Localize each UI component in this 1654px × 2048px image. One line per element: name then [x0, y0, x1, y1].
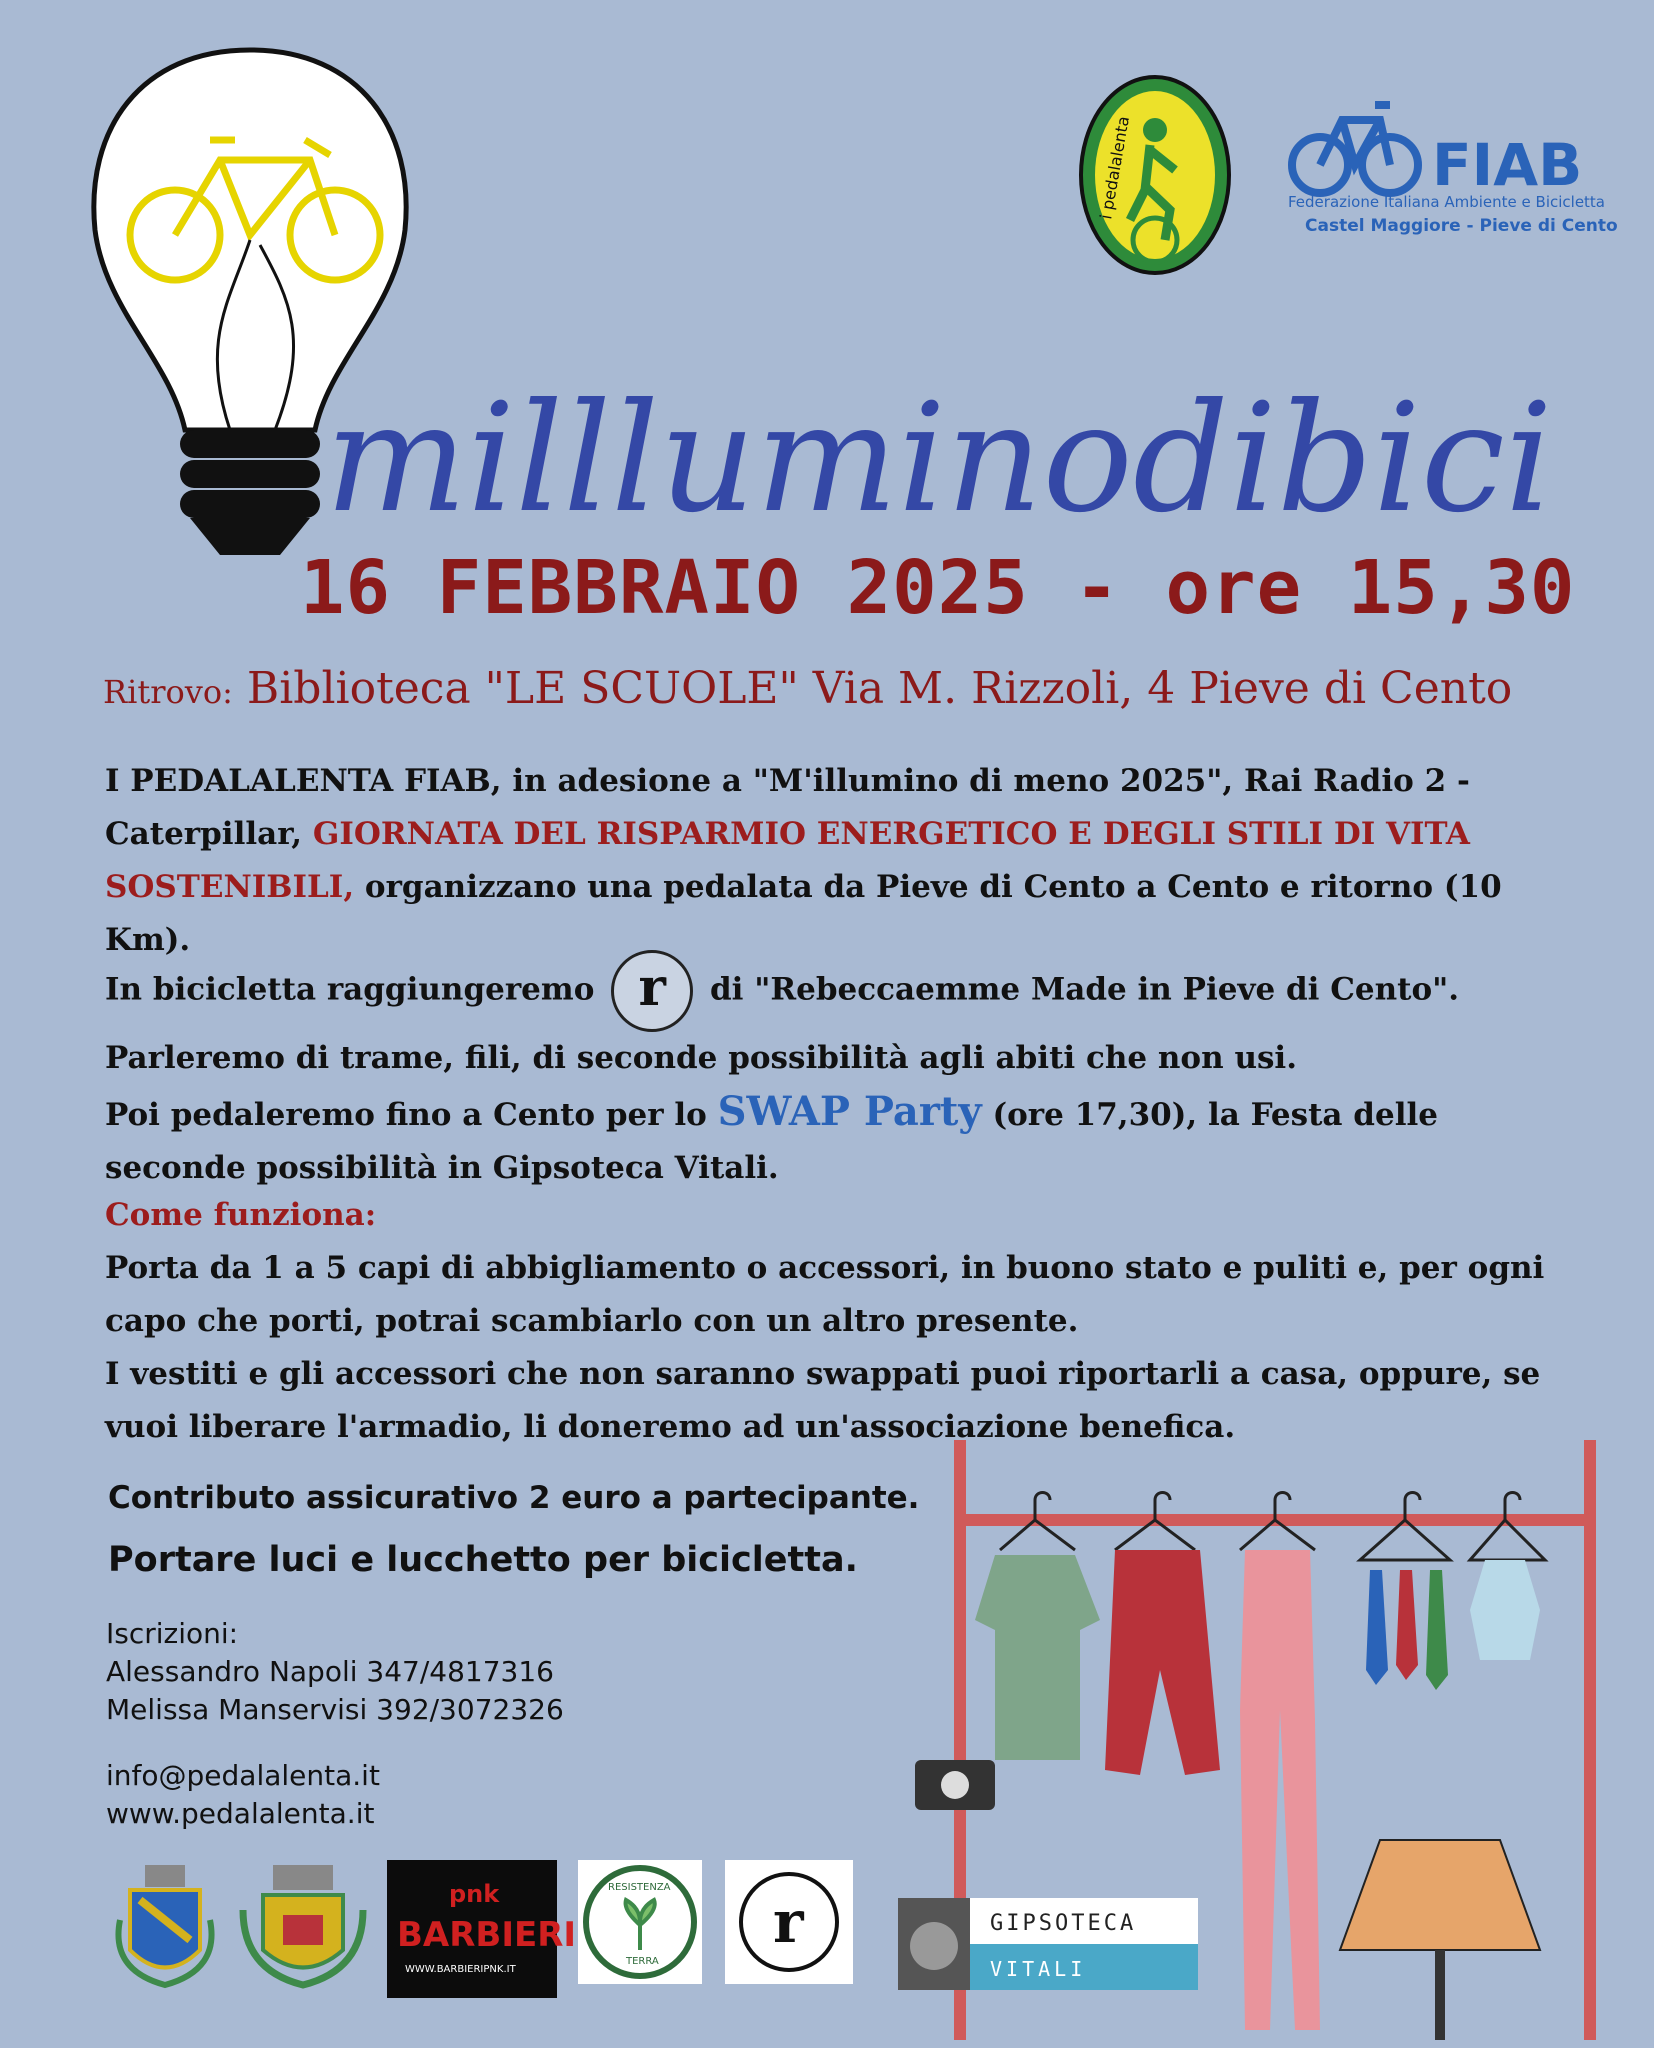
pedalalenta-logo	[1075, 70, 1235, 280]
ride-paragraph	[105, 950, 1575, 1195]
fiab-logo	[1280, 95, 1618, 245]
registration-label: Iscrizioni:	[106, 1617, 239, 1650]
svg-text:FIAB: FIAB	[1432, 131, 1583, 199]
svg-text:WWW.BARBIERIPNK.IT: WWW.BARBIERIPNK.IT	[405, 1964, 516, 1975]
ride-line-1	[105, 950, 1575, 1032]
registration	[106, 1615, 564, 1729]
contribution-note: Contributo assicurativo 2 euro a partecipante.	[108, 1480, 920, 1516]
how-text-2: I vestiti e gli accessori che non saranno swappati puoi riportarli a casa, oppure, se vuoi liberare l'armadio, li doneremo ad un'associazione benefica.	[105, 1356, 1541, 1445]
svg-text:GIPSOTECA: GIPSOTECA	[990, 1911, 1137, 1936]
rebeccaemme-logo: r	[611, 950, 693, 1032]
pink-tights	[1240, 1550, 1320, 2030]
email-link[interactable]: info@pedalalenta.it	[106, 1759, 380, 1792]
lamp-shade	[1340, 1840, 1540, 1950]
ride-line-3	[105, 1085, 1575, 1195]
red-coat	[1105, 1550, 1220, 1775]
svg-text:i pedalalenta: i pedalalenta	[1096, 114, 1134, 221]
website-link[interactable]: www.pedalalenta.it	[106, 1797, 375, 1830]
rebeccaemme-sponsor-logo	[725, 1860, 853, 1984]
contacts	[106, 1757, 380, 1833]
swap-party: SWAP Party	[717, 1088, 982, 1135]
registration-contact-2: Melissa Manservisi 392/3072326	[106, 1693, 564, 1726]
ride-post: di "Rebeccaemme Made in Pieve di Cento".	[699, 971, 1460, 1008]
svg-text:Federazione Italiana Ambiente: Federazione Italiana Ambiente e Bicicletta	[1288, 193, 1605, 211]
resistenza-terra-logo	[578, 1860, 702, 1984]
intro-highlight: GIORNATA DEL RISPARMIO ENERGETICO E DEGLI STILI DI VITA SOSTENIBILI,	[105, 816, 1470, 905]
ride-pre: In bicicletta raggiungeremo	[105, 971, 606, 1008]
meeting-point	[103, 663, 1512, 714]
blue-top	[1470, 1560, 1540, 1660]
intro-text-end: organizzano una pedalata da Pieve di Cento a Cento e ritorno (10 Km).	[105, 869, 1502, 958]
svg-text:Castel Maggiore - Pieve di Cen: Castel Maggiore - Pieve di Cento	[1305, 216, 1618, 236]
coat-of-arms-1	[110, 1860, 220, 1990]
barbieri-logo	[387, 1860, 577, 1998]
intro-paragraph	[105, 755, 1575, 967]
event-date: 16 FEBBRAIO 2025 - ore 15,30	[300, 545, 1576, 631]
ties	[1366, 1570, 1448, 1690]
event-title	[325, 372, 1553, 550]
meeting-place: Biblioteca "LE SCUOLE" Via M. Rizzoli, 4 Pieve di Cento	[246, 663, 1513, 714]
how-text-1: Porta da 1 a 5 capi di abbigliamento o accessori, in buono stato e puliti e, per ogni capo che porti, potrai scambiarlo con un altro presente.	[105, 1250, 1545, 1339]
ride-line3-pre: Poi pedaleremo fino a Cento per lo	[105, 1097, 718, 1133]
green-shirt	[975, 1555, 1100, 1760]
how-heading: Come funziona:	[105, 1197, 377, 1233]
how-paragraph	[105, 1242, 1575, 1454]
svg-text:TERRA: TERRA	[626, 1956, 659, 1967]
coat-of-arms-2	[238, 1860, 368, 1990]
bring-note: Portare luci e lucchetto per bicicletta.	[108, 1540, 858, 1580]
intro-text: I PEDALALENTA FIAB, in adesione a "M'illumino di meno 2025", Rai Radio 2 - Caterpillar,	[105, 763, 1470, 852]
svg-text:pnk: pnk	[449, 1880, 500, 1908]
svg-text:millluminodibici: millluminodibici	[325, 372, 1553, 546]
svg-text:RESISTENZA: RESISTENZA	[608, 1882, 671, 1893]
ride-line-2: Parleremo di trame, fili, di seconde possibilità agli abiti che non usi.	[105, 1040, 1298, 1076]
svg-text:BARBIERI: BARBIERI	[397, 1915, 577, 1955]
meeting-label: Ritrovo:	[103, 673, 233, 711]
ride-line3-post: (ore 17,30), la Festa delle seconde possibilità in Gipsoteca Vitali.	[105, 1097, 1438, 1186]
registration-contact-1: Alessandro Napoli 347/4817316	[106, 1655, 554, 1688]
gipsoteca-vitali-logo	[898, 1898, 1198, 1990]
svg-text:VITALI: VITALI	[990, 1957, 1087, 1981]
svg-text:r: r	[773, 1888, 804, 1956]
